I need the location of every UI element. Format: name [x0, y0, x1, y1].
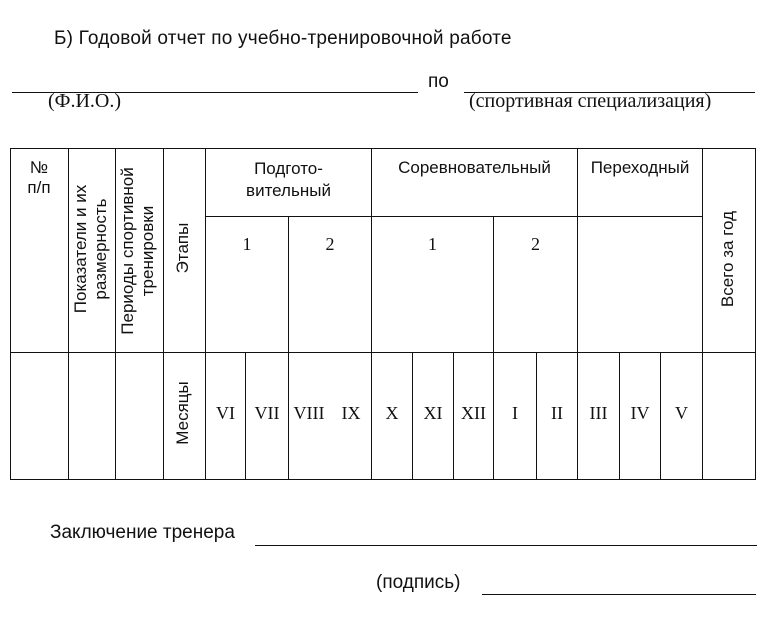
annual-report-table [10, 148, 756, 480]
month-cell: VII [254, 403, 280, 423]
col-indicators-header: Показатели и их размерность [71, 184, 110, 314]
stage-divider [493, 216, 494, 480]
specialization-caption: (спортивная специализация) [469, 90, 712, 112]
period-transitional: Переходный [590, 158, 690, 177]
col-number-header: № п/п [27, 158, 51, 197]
table-border-right [755, 148, 756, 480]
col-divider [115, 148, 116, 480]
month-row-divider [10, 352, 756, 353]
stage-label: 2 [531, 234, 540, 254]
period-row-divider [205, 216, 702, 217]
stage-label: 2 [325, 234, 335, 254]
col-total-header: Всего за год [718, 210, 737, 308]
stage-label: 1 [428, 234, 437, 254]
month-cell: VI [216, 403, 235, 423]
page-title: Б) Годовой отчет по учебно-тренировочной работе [54, 28, 512, 49]
month-cell: I [512, 403, 518, 423]
period-preparatory: Подгото- вительный [246, 159, 331, 200]
stage-divider [288, 216, 289, 480]
col-stages-header: Этапы [173, 222, 192, 274]
col-divider [702, 148, 703, 480]
table-border-top [10, 148, 756, 149]
col-divider [577, 148, 578, 480]
signature-line [482, 594, 756, 595]
col-divider [371, 148, 372, 480]
table-border-bottom [10, 479, 756, 480]
fio-caption: (Ф.И.О.) [48, 90, 122, 112]
col-months-label: Месяцы [173, 381, 192, 445]
month-cell: IX [341, 403, 361, 423]
month-cell: III [589, 403, 608, 423]
month-cell: IV [630, 403, 650, 423]
month-cell: VIII [293, 403, 325, 423]
coach-conclusion-label: Заключение тренера [50, 522, 235, 543]
table-border-left [10, 148, 11, 480]
month-cell: XI [423, 403, 443, 423]
col-divider [68, 148, 69, 480]
col-periods-header: Периоды спортивной тренировки [118, 167, 157, 335]
coach-conclusion-line [255, 545, 757, 546]
po-label: по [428, 71, 449, 92]
signature-caption: (подпись) [376, 572, 461, 593]
month-cell: II [551, 403, 563, 423]
month-cell: XII [461, 403, 486, 423]
stage-label: 1 [242, 234, 252, 254]
col-divider [163, 148, 164, 480]
period-competitive: Соревновательный [398, 158, 551, 177]
month-cell: V [675, 403, 688, 423]
month-cell: X [385, 403, 399, 423]
